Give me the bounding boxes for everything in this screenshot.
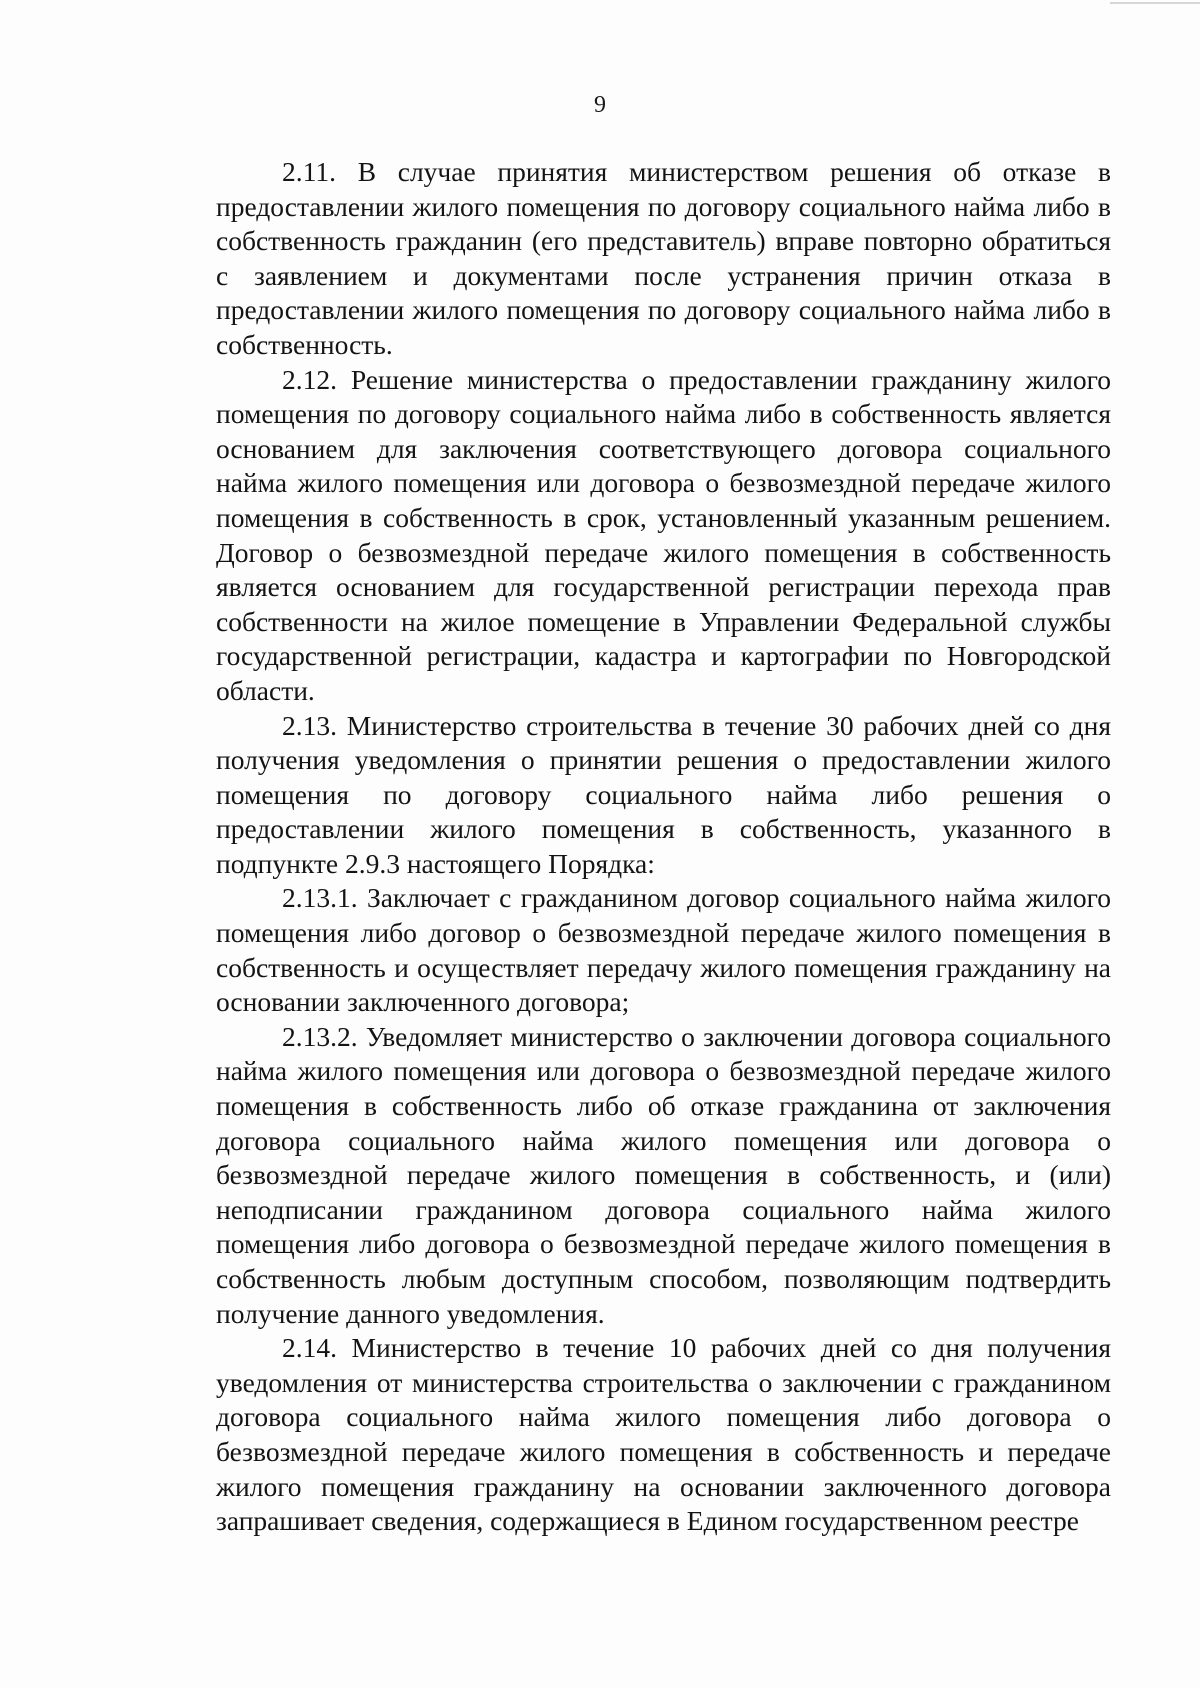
page-number: 9 [594,92,606,118]
paragraph-2-11: 2.11. В случае принятия министерством решения об отказе в предоставлении жилого помещения по договору социального найма либо в собственность гражданин (его представитель) вправе повторно обратиться с заявлением и документами после устранения причин отказа в предоставлении жилого помещения по договору социального найма либо в собственность. [216,156,1111,360]
scan-edge-mark [1110,2,1200,4]
paragraph-2-13: 2.13. Министерство строительства в течение 30 рабочих дней со дня получения уведомления о принятии решения о предоставлении жилого помещения по договору социального найма либо решения о предоставлении жилого помещения в собственность, указанного в подпункте 2.9.3 настоящего Порядка: [216,709,1111,879]
paragraph-2-13-1: 2.13.1. Заключает с гражданином договор социального найма жилого помещения либо договор о безвозмездной передаче жилого помещения в собственность и осуществляет передачу жилого помещения гражданину на основании заключенного договора; [216,882,1111,1018]
document-body [216,155,1111,1539]
paragraph-2-13-2: 2.13.2. Уведомляет министерство о заключении договора социального найма жилого помещения или договора о безвозмездной передаче жилого помещения в собственность либо об отказе гражданина от заключения договора социального найма жилого помещения или договора о безвозмездной передаче жилого помещения в собственность, и (или) неподписании гражданином договора социального найма жилого помещения либо договора о безвозмездной передаче жилого помещения в собственность любым доступным способом, позволяющим подтвердить получение данного уведомления. [216,1020,1111,1329]
paragraph-2-12: 2.12. Решение министерства о предоставлении гражданину жилого помещения по договору социального найма либо в собственность является основанием для заключения соответствующего договора социального найма жилого помещения или договора о безвозмездной передаче жилого помещения в собственность в срок, установленный указанным решением. Договор о безвозмездной передаче жилого помещения в собственность является основанием для государственной регистрации перехода прав собственности на жилое помещение в Управлении Федеральной службы государственной регистрации, кадастра и картографии по Новгородской области. [216,363,1111,706]
paragraph-2-14: 2.14. Министерство в течение 10 рабочих дней со дня получения уведомления от министерства строительства о заключении с гражданином договора социального найма жилого помещения либо договора о безвозмездной передаче жилого помещения в собственность и передаче жилого помещения гражданину на основании заключенного договора запрашивает сведения, содержащиеся в Едином государственном реестре [216,1332,1111,1537]
